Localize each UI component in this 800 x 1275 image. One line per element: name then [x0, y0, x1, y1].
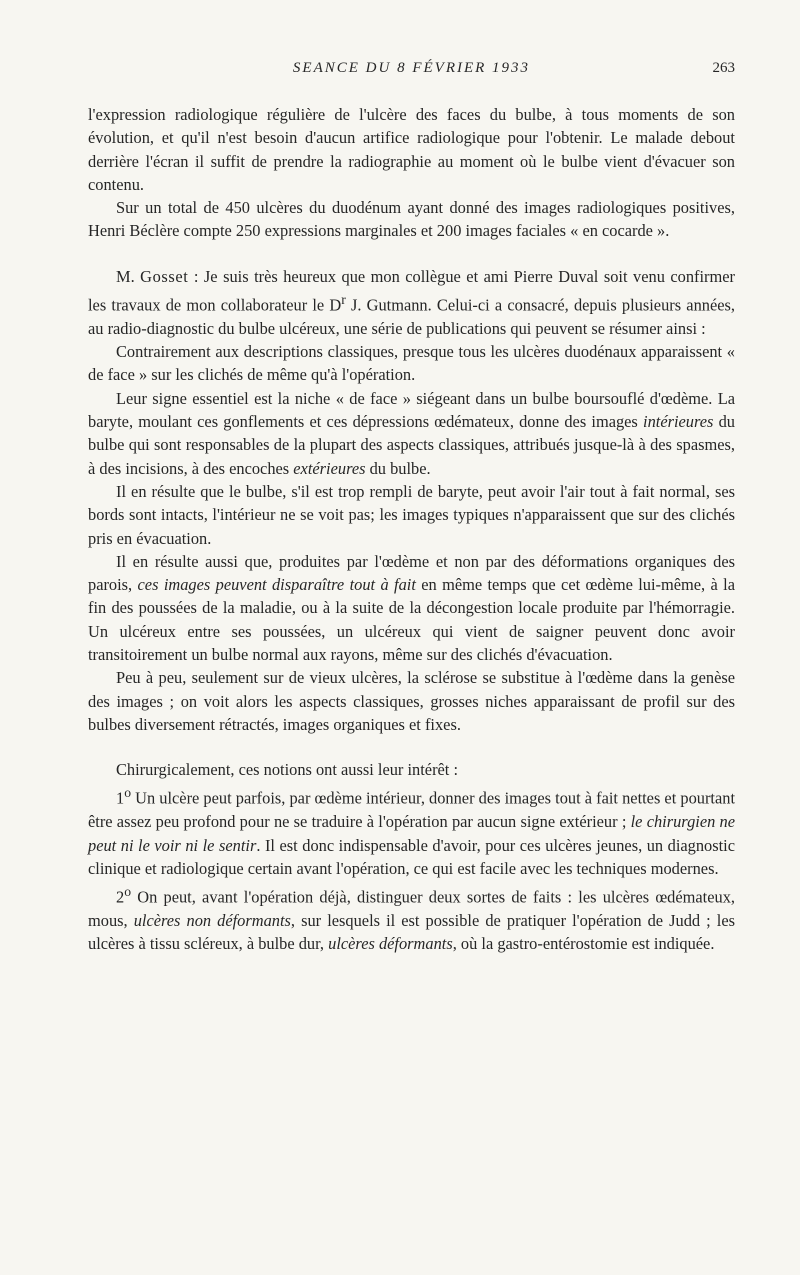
italic-text: extérieures [293, 458, 366, 478]
paragraph [88, 387, 735, 480]
text-run: Chirurgicalement, ces notions ont aussi leur intérêt : [116, 760, 459, 780]
text-run: Leur signe essentiel est la niche « de face » siégeant dans un bulbe boursouflé d'œdème. La baryte, moulant ces gonflements et ces dépressions œdémateux, donne des images [88, 388, 735, 432]
page-number: 263 [712, 60, 735, 76]
paragraph [88, 196, 735, 243]
paragraph [88, 781, 735, 880]
italic-text: ulcères non déformants [133, 910, 291, 930]
speaker-name: Gosset [140, 266, 189, 286]
text-run: Un ulcère peut parfois, par œdème intérieur, donner des images tout à fait nettes et pourtant être assez peu profond pour ne se traduire à l'opération par aucun signe extérieur ; [88, 788, 735, 832]
italic-text: ulcères déformants [328, 934, 453, 954]
text-run: On peut, avant l'opération déjà, distinguer deux sortes de faits : les ulcères œdémateux, mous, [88, 887, 735, 930]
italic-text: intérieures [643, 412, 714, 432]
text-run: , sur lesquels il est possible de pratiquer l'opération de Judd ; les ulcères à tissu scléreux, à bulbe dur, [88, 910, 736, 954]
italic-text: le chirurgien ne peut ni le voir ni le sentir [88, 812, 735, 855]
text-run: , où la gastro-entérostomie est indiquée. [452, 934, 715, 954]
paragraph [88, 758, 735, 781]
paragraph [88, 880, 735, 955]
paragraph [88, 265, 735, 340]
text-run: J. Gutmann. Celui-ci a consacré, depuis plusieurs années, au radio-diagnostic du bulbe ulcéreux, une série de publications qui peuvent se résumer ainsi : [88, 295, 735, 338]
text-run: Sur un total de 450 ulcères du duodénum ayant donné des images radiologiques positives, Henri Béclère compte 250 expressions marginales et 200 images faciales « en cocarde ». [88, 198, 735, 241]
text-run: . Il est donc indispensable d'avoir, pour ces ulcères jeunes, un diagnostic clinique et radiologique certain avant l'opération, ce qui est facile avec les techniques modernes. [88, 835, 735, 878]
paragraph [88, 103, 735, 196]
running-title: SEANCE DU 8 FÉVRIER 1933 [292, 60, 531, 76]
text-run: du bulbe. [365, 458, 431, 478]
text-run: Il en résulte aussi que, produites par l'œdème et non par des déformations organiques des parois, [88, 551, 735, 595]
text-run: l'expression radiologique régulière de l'ulcère des faces du bulbe, à tous moments de son évolution, et qu'il n'est besoin d'aucun artifice radiologique pour l'obtenir. Le malade debout derrière l'écran il suffit de prendre la radiographie au moment où le bulbe vient d'évacuer son contenu. [88, 105, 735, 194]
page-header [88, 60, 735, 84]
superscript-text: o [124, 785, 132, 801]
superscript-text: o [124, 884, 132, 900]
paragraph [88, 480, 735, 550]
paragraph [88, 340, 735, 387]
text-run: Contrairement aux descriptions classiques, presque tous les ulcères duodénaux apparaissent « de face » sur les clichés de même qu'à l'opération. [88, 342, 735, 385]
body-text [88, 103, 735, 956]
superscript-text: r [341, 292, 346, 308]
italic-text: ces images peuvent disparaître tout à fait [137, 575, 416, 595]
text-run: 2 [116, 887, 125, 907]
text-run: Peu à peu, seulement sur de vieux ulcères, la sclérose se substitue à l'œdème dans la genèse des images ; on voit alors les aspects classiques, grosses niches apparaissant de profil sur des bulbes diversement rétractés, images organiques et fixes. [88, 668, 735, 734]
paragraph [88, 666, 735, 736]
text-run: 1 [116, 788, 125, 808]
text-run: en même temps que cet œdème lui-même, à la fin des poussées de la maladie, ou à la suite de la décongestion locale produite par l'hémorragie. Un ulcéreux entre ses poussées, un ulcéreux qui vient de saigner peuvent donc avoir transitoirement un bulbe normal aux rayons, même sur des clichés d'évacuation. [88, 575, 735, 664]
text-run: M. [116, 266, 141, 286]
text-run: Il en résulte que le bulbe, s'il est trop rempli de baryte, peut avoir l'air tout à fait normal, ses bords sont intacts, l'intérieur ne se voit pas; les images typiques n'apparaissent que sur des clichés pris en évacuation. [88, 481, 735, 548]
text-run: : Je suis très heureux que mon collègue et ami Pierre Duval soit venu confirmer les travaux de mon collaborateur le D [88, 266, 735, 315]
text-run: du bulbe qui sont responsables de la plupart des aspects classiques, attribués jusque-là à des spasmes, à des incisions, à des encoches [88, 412, 735, 478]
paragraph [88, 550, 735, 666]
